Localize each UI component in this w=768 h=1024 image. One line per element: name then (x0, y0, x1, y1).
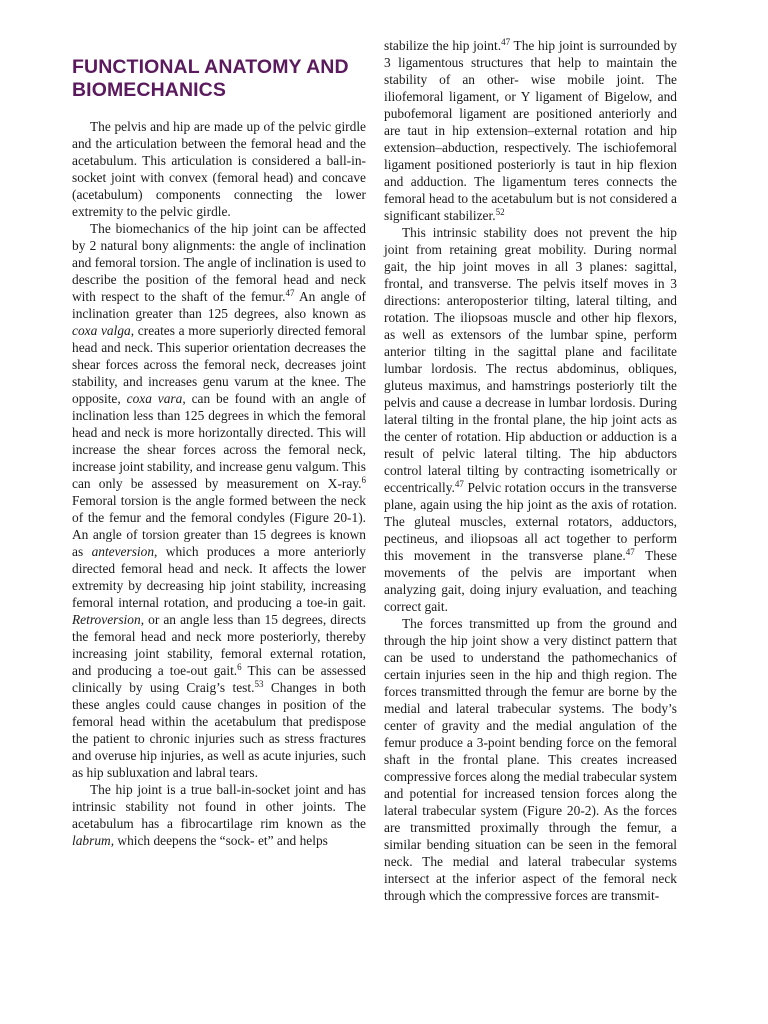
right-column (384, 37, 677, 904)
body-paragraph (72, 220, 366, 781)
body-paragraph (384, 224, 677, 615)
paragraph-text: The hip joint is surrounded by 3 ligamentous structures that help to maintain the stability of an other- wise mobile joint. The iliofemoral ligament, or Y ligament of Bigelow, and pubofemoral ligament are positioned anteriorly and are taut in hip extension–external rotation and hip extension–abduction, respectively. The ischiofemoral ligament positioned posteriorly is taut in hip flexion and adduction. The ligamentum teres connects the femoral head to the acetabulum but is not considered a significant stabilizer. (384, 38, 677, 223)
citation-superscript: 52 (495, 207, 505, 217)
paragraph-text: The pelvis and hip are made up of the pelvic girdle and the articulation between the femoral head and the acetabulum. This articulation is considered a ball-in-socket joint with convex (femoral head) and concave (acetabulum) components connecting the lower extremity to the pelvic girdle. (72, 119, 366, 219)
paragraph-text: Femoral torsion is the angle formed between the neck of the femur and the femoral condyles (Figure 20-1). An angle of torsion greater than 15 degrees is known as (72, 493, 366, 559)
paragraph-text: , which produces a more anteriorly directed femoral head and neck. It affects the lower extremity by decreasing hip joint stability, increasing femoral internal rotation, and producing a toe-in gait. (72, 544, 366, 610)
italic-term: coxa valga (72, 323, 131, 338)
body-paragraph (72, 118, 366, 220)
citation-superscript: 47 (501, 37, 511, 47)
left-paragraphs (72, 118, 366, 849)
paragraph-text: , or an angle less than 15 degrees, directs the femoral head and neck more posteriorly, thereby increasing joint stability, femoral external rotation, and producing a toe-out gait. (72, 612, 366, 678)
section-heading: FUNCTIONAL ANATOMY AND BIOMECHANICS (72, 56, 349, 101)
citation-superscript: 6 (361, 475, 366, 485)
paragraph-text: Pelvic rotation occurs in the transverse plane, again using the hip joint as the axis of rotation. The gluteal muscles, external rotators, adductors, pectineus, and iliopsoas all act together to perform this movement in the transverse plane. (384, 480, 677, 563)
paragraph-text: The hip joint is a true ball-in-socket joint and has intrinsic stability not found in other joints. The acetabulum has a fibrocartilage rim known as the (72, 782, 366, 831)
citation-superscript: 53 (254, 679, 264, 689)
body-paragraph (72, 781, 366, 849)
body-paragraph (384, 37, 677, 224)
left-column (72, 56, 366, 849)
citation-superscript: 47 (454, 479, 464, 489)
right-paragraphs (384, 37, 677, 904)
paragraph-text: This can be assessed clinically by using Craig’s test. (72, 663, 366, 695)
paragraph-text: which deepens the “sock- et” and helps (114, 833, 328, 848)
paragraph-text: , can be found with an angle of inclination less than 125 degrees in which the femoral head and neck is more horizontally directed. This will increase the shear forces across the femoral neck, increase joint stability, and increase genu valgum. This can only be assessed by measurement on X-ray. (72, 391, 366, 491)
paragraph-text: This intrinsic stability does not prevent the hip joint from retaining great mobility. During normal gait, the hip joint moves in all 3 planes: sagittal, frontal, and transverse. The pelvis itself moves in 3 directions: anteroposterior tilting, lateral tilting, and rotation. The iliopsoas muscle and other hip flexors, as well as extensors of the lumbar spine, perform anterior tilting in the sagittal plane and facilitate lumbar lordosis. The rectus abdominus, obliques, gluteus maximus, and hamstrings posteriorly tilt the pelvis and cause a decrease in lumbar lordosis. During lateral tilting in the frontal plane, the hip joint acts as the center of rotation. Hip abduction or adduction is a result of pelvic lateral tilting. The hip abductors control lateral tilting by contracting isometrically or eccentrically. (384, 225, 677, 495)
italic-term: coxa vara (126, 391, 183, 406)
paragraph-text: An angle of inclination greater than 125 degrees, also known as (72, 289, 366, 321)
paragraph-text: The biomechanics of the hip joint can be affected by 2 natural bony alignments: the angle of inclination and femoral torsion. The angle of inclination is used to describe the position of the femoral head and neck with respect to the shaft of the femur. (72, 221, 366, 304)
italic-term: anteversion (91, 544, 155, 559)
paragraph-text: Changes in both these angles could cause changes in position of the femoral head within the acetabulum that predispose the patient to chronic injuries such as stress fractures and overuse hip injuries, as well as acute injuries, such as hip subluxation and labral tears. (72, 680, 366, 780)
italic-term: Retroversion (72, 612, 141, 627)
paragraph-text: , creates a more superiorly directed femoral head and neck. This superior orientation decreases the shear forces across the femoral neck, decreases joint stability, and increases genu varum at the knee. The opposite, (72, 323, 366, 406)
citation-superscript: 47 (285, 288, 295, 298)
citation-superscript: 6 (237, 662, 242, 672)
paragraph-text: stabilize the hip joint. (384, 38, 502, 53)
italic-term: labrum, (72, 833, 115, 848)
paragraph-text: The forces transmitted up from the ground and through the hip joint show a very distinct pattern that can be used to understand the pathomechanics of certain injuries seen in the hip and thigh region. The forces transmitted through the femur are borne by the medial and lateral trabecular systems. The body’s center of gravity and the medial angulation of the femur produce a 3-point bending force on the femoral shaft in the frontal plane. This creates increased compressive forces along the medial trabecular system and potential for increased tension forces along the lateral trabecular system (Figure 20-2). As the forces are transmitted proximally through the femur, a similar bending situation can be seen in the femoral neck. The medial and lateral trabecular systems intersect at the inferior aspect of the femoral neck through which the compressive forces are transmit- (384, 616, 677, 903)
citation-superscript: 47 (625, 547, 635, 557)
paragraph-text: These movements of the pelvis are important when analyzing gait, doing injury evaluation, and teaching correct gait. (384, 548, 677, 614)
body-paragraph (384, 615, 677, 904)
